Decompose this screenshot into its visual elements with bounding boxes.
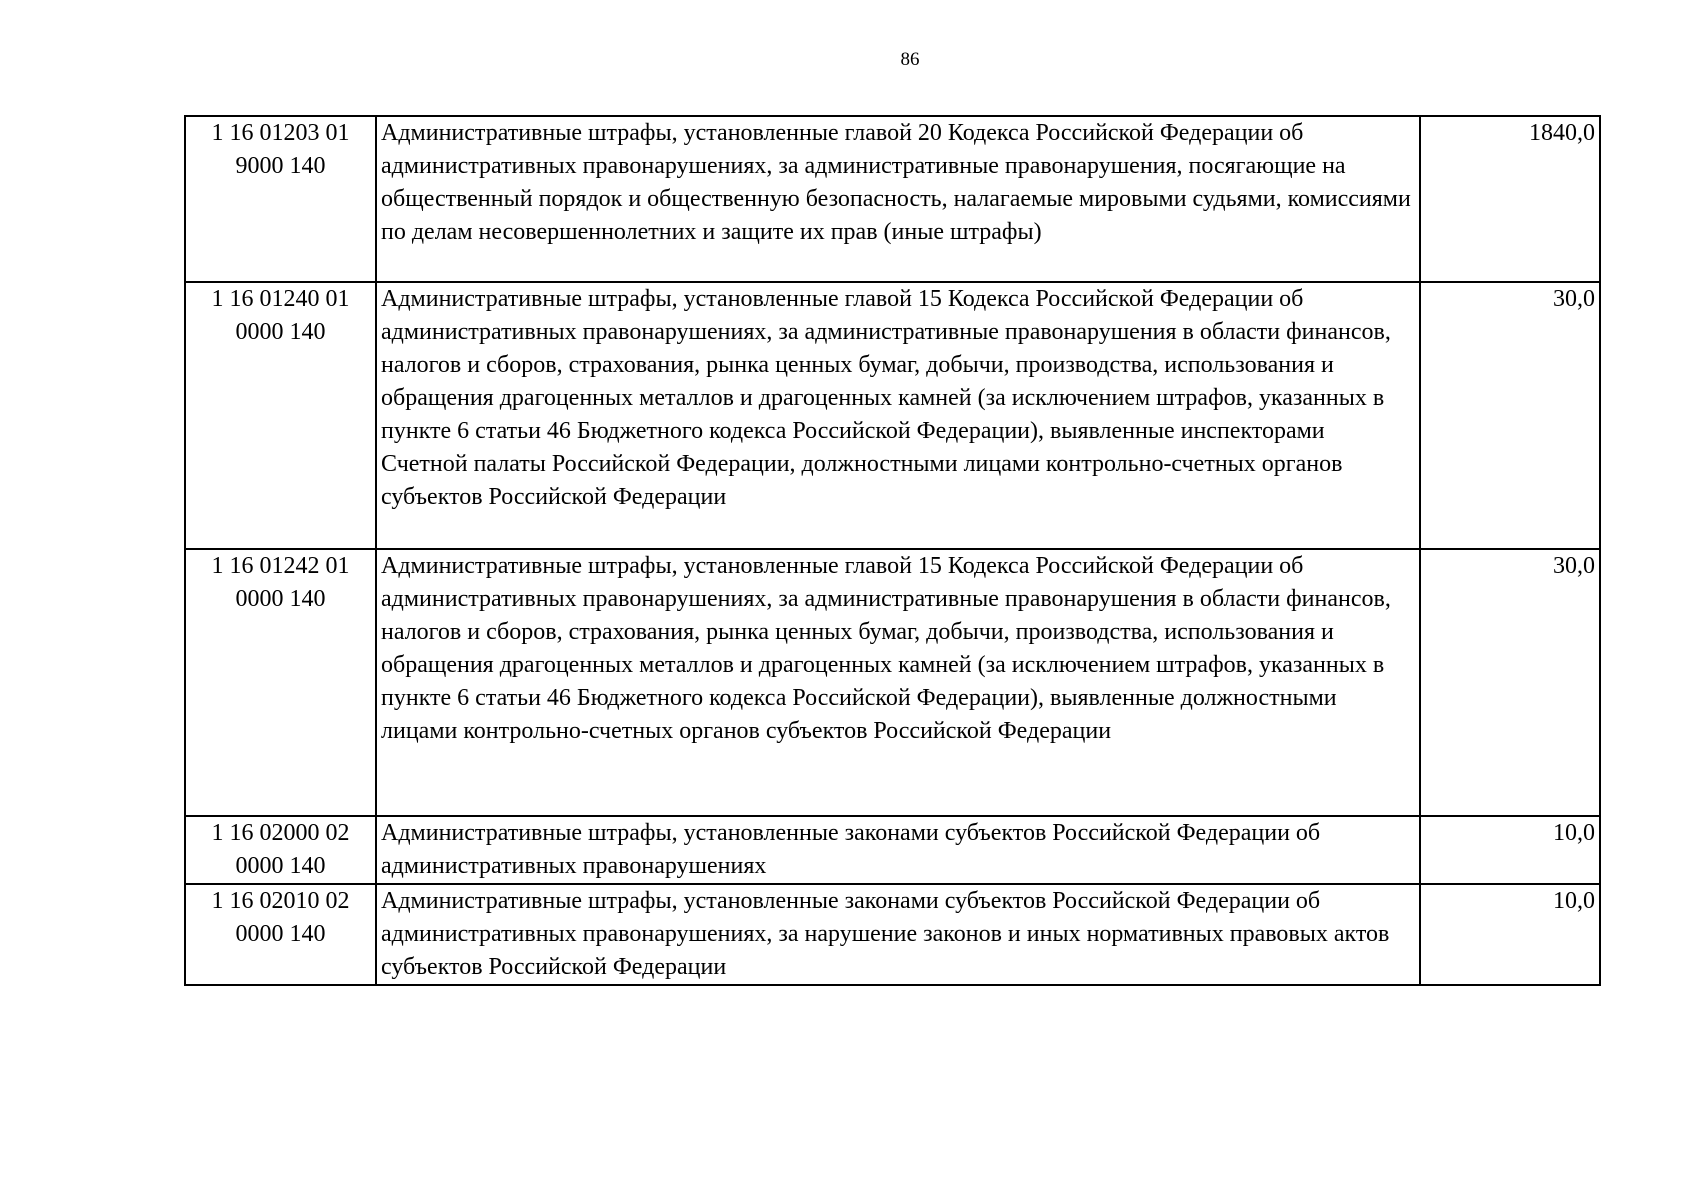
budget-code-line-1: 1 16 02000 02	[211, 820, 350, 846]
description-cell: Административные штрафы, установленные главой 15 Кодекса Российской Федерации об административных правонарушениях, за административные правонарушения в области финансов, налогов и сборов, страхования, рынка ценных бумаг, добычи, производства, использования и обращения драгоценных металлов и драгоценных камней (за исключением штрафов, указанных в пункте 6 статьи 46 Бюджетного кодекса Российской Федерации), выявленные инспекторами Счетной палаты Российской Федерации, должностными лицами контрольно-счетных органов субъектов Российской Федерации	[376, 282, 1420, 549]
budget-code-cell	[185, 282, 376, 549]
table-row	[185, 549, 1600, 816]
description-cell: Административные штрафы, установленные законами субъектов Российской Федерации об административных правонарушениях	[376, 816, 1420, 884]
budget-code-line-1: 1 16 02010 02	[211, 888, 350, 914]
amount-cell: 10,0	[1420, 884, 1600, 985]
amount-cell: 1840,0	[1420, 116, 1600, 282]
budget-code-line-2: 0000 140	[235, 586, 326, 612]
page-number: 86	[900, 49, 920, 70]
budget-code-cell	[185, 816, 376, 884]
description-cell: Административные штрафы, установленные законами субъектов Российской Федерации об административных правонарушениях, за нарушение законов и иных нормативных правовых актов субъектов Российской Федерации	[376, 884, 1420, 985]
budget-code-line-2: 0000 140	[235, 921, 326, 947]
budget-code-line-1: 1 16 01242 01	[211, 553, 350, 579]
budget-code-line-1: 1 16 01203 01	[211, 120, 350, 146]
budget-code-cell	[185, 549, 376, 816]
table-row	[185, 816, 1600, 884]
description-cell: Административные штрафы, установленные главой 15 Кодекса Российской Федерации об административных правонарушениях, за административные правонарушения в области финансов, налогов и сборов, страхования, рынка ценных бумаг, добычи, производства, использования и обращения драгоценных металлов и драгоценных камней (за исключением штрафов, указанных в пункте 6 статьи 46 Бюджетного кодекса Российской Федерации), выявленные должностными лицами контрольно-счетных органов субъектов Российской Федерации	[376, 549, 1420, 816]
budget-code-cell	[185, 884, 376, 985]
table-row	[185, 116, 1600, 282]
amount-cell: 30,0	[1420, 282, 1600, 549]
budget-code-line-2: 9000 140	[235, 153, 326, 179]
budget-code-line-2: 0000 140	[235, 853, 326, 879]
budget-code-cell	[185, 116, 376, 282]
description-cell: Административные штрафы, установленные главой 20 Кодекса Российской Федерации об административных правонарушениях, за административные правонарушения, посягающие на общественный порядок и общественную безопасность, налагаемые мировыми судьями, комиссиями по делам несовершеннолетних и защите их прав (иные штрафы)	[376, 116, 1420, 282]
budget-code-line-1: 1 16 01240 01	[211, 286, 350, 312]
budget-code-line-2: 0000 140	[235, 319, 326, 345]
table-row	[185, 884, 1600, 985]
table-row	[185, 282, 1600, 549]
amount-cell: 10,0	[1420, 816, 1600, 884]
budget-revenue-table	[184, 115, 1601, 986]
amount-cell: 30,0	[1420, 549, 1600, 816]
